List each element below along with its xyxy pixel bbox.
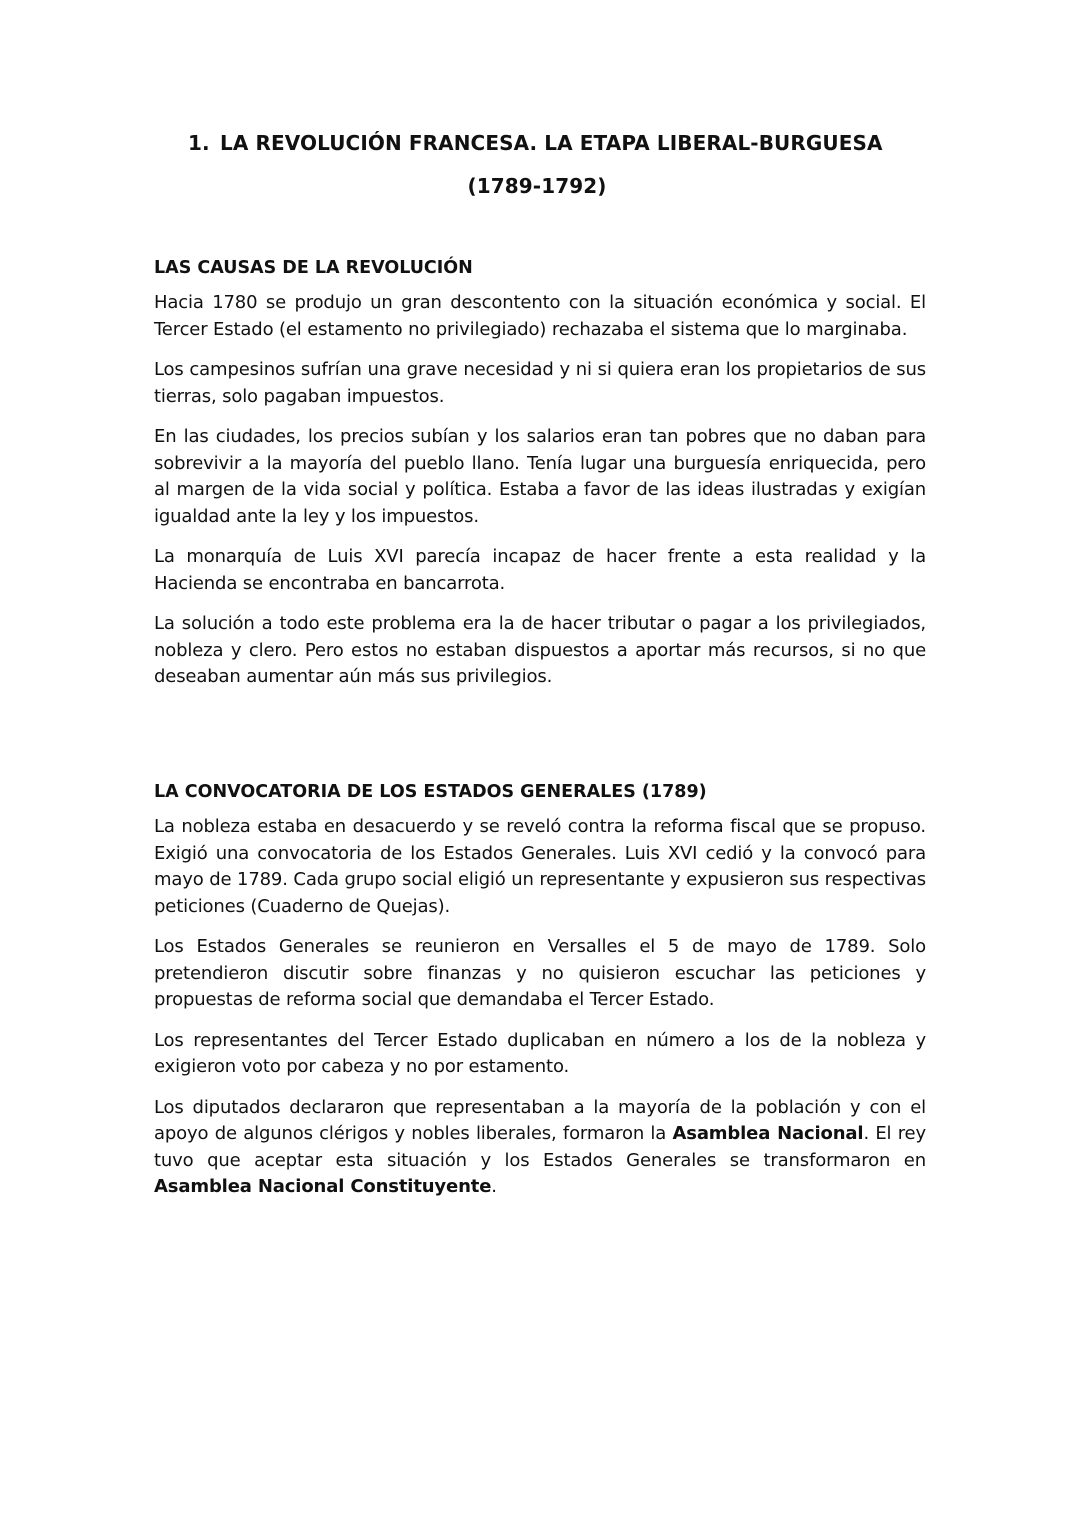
paragraph: La nobleza estaba en desacuerdo y se reveló contra la reforma fiscal que se propuso. Exigió una convocatoria de los Estados Generales. Luis XVI cedió y la convocó para mayo de 1789. Cada grupo social eligió un representante y expusieron sus respectivas peticiones (Cuaderno de Quejas). [154, 816, 926, 917]
section-convocation [154, 782, 926, 1215]
title-number: 1. [188, 131, 210, 155]
paragraph: Hacia 1780 se produjo un gran descontento con la situación económica y social. El Tercer Estado (el estamento no privilegiado) rechazaba el sistema que lo marginaba. [154, 292, 926, 340]
paragraph: Los representantes del Tercer Estado duplicaban en número a los de la nobleza y exigieron voto por cabeza y no por estamento. [154, 1029, 926, 1077]
section-heading: LA CONVOCATORIA DE LOS ESTADOS GENERALES (1789) [154, 782, 707, 802]
paragraph-text: . [491, 1176, 497, 1197]
title-years: (1789-1792) [467, 174, 607, 198]
paragraph: Los campesinos sufrían una grave necesidad y ni si quiera eran los propietarios de sus tierras, solo pagaban impuestos. [154, 359, 926, 407]
paragraph: La solución a todo este problema era la de hacer tributar o pagar a los privilegiados, nobleza y clero. Pero estos no estaban dispuestos a aportar más recursos, si no que deseaban aumentar aún más sus privilegios. [154, 613, 926, 687]
section-causes [154, 258, 926, 705]
paragraph: Los Estados Generales se reunieron en Versalles el 5 de mayo de 1789. Solo pretendieron discutir sobre finanzas y no quisieron escuchar las peticiones y propuestas de reforma social que demandaba el Tercer Estado. [154, 936, 926, 1010]
section-heading: LAS CAUSAS DE LA REVOLUCIÓN [154, 258, 473, 278]
document-title [188, 131, 883, 155]
document-title-years [0, 174, 1080, 198]
paragraph-text: . El rey tuvo que aceptar esta situación y los Estados Generales se transformaron en [154, 1123, 926, 1171]
paragraph: En las ciudades, los precios subían y los salarios eran tan pobres que no daban para sobrevivir a la mayoría del pueblo llano. Tenía lugar una burguesía enriquecida, pero al margen de la vida social y política. Estaba a favor de las ideas ilustradas y exigían igualdad ante la ley y los impuestos. [154, 426, 926, 527]
title-text: LA REVOLUCIÓN FRANCESA. LA ETAPA LIBERAL-BURGUESA [220, 131, 883, 155]
paragraph: La monarquía de Luis XVI parecía incapaz de hacer frente a esta realidad y la Hacienda se encontraba en bancarrota. [154, 546, 926, 594]
paragraph-text: Los diputados declararon que representaban a la mayoría de la población y con el apoyo de algunos clérigos y nobles liberales, formaron la [154, 1096, 926, 1144]
bold-term-asamblea-nacional: Asamblea Nacional [672, 1123, 864, 1144]
paragraph-final [154, 1095, 926, 1201]
bold-term-asamblea-constituyente: Asamblea Nacional Constituyente [154, 1176, 492, 1197]
